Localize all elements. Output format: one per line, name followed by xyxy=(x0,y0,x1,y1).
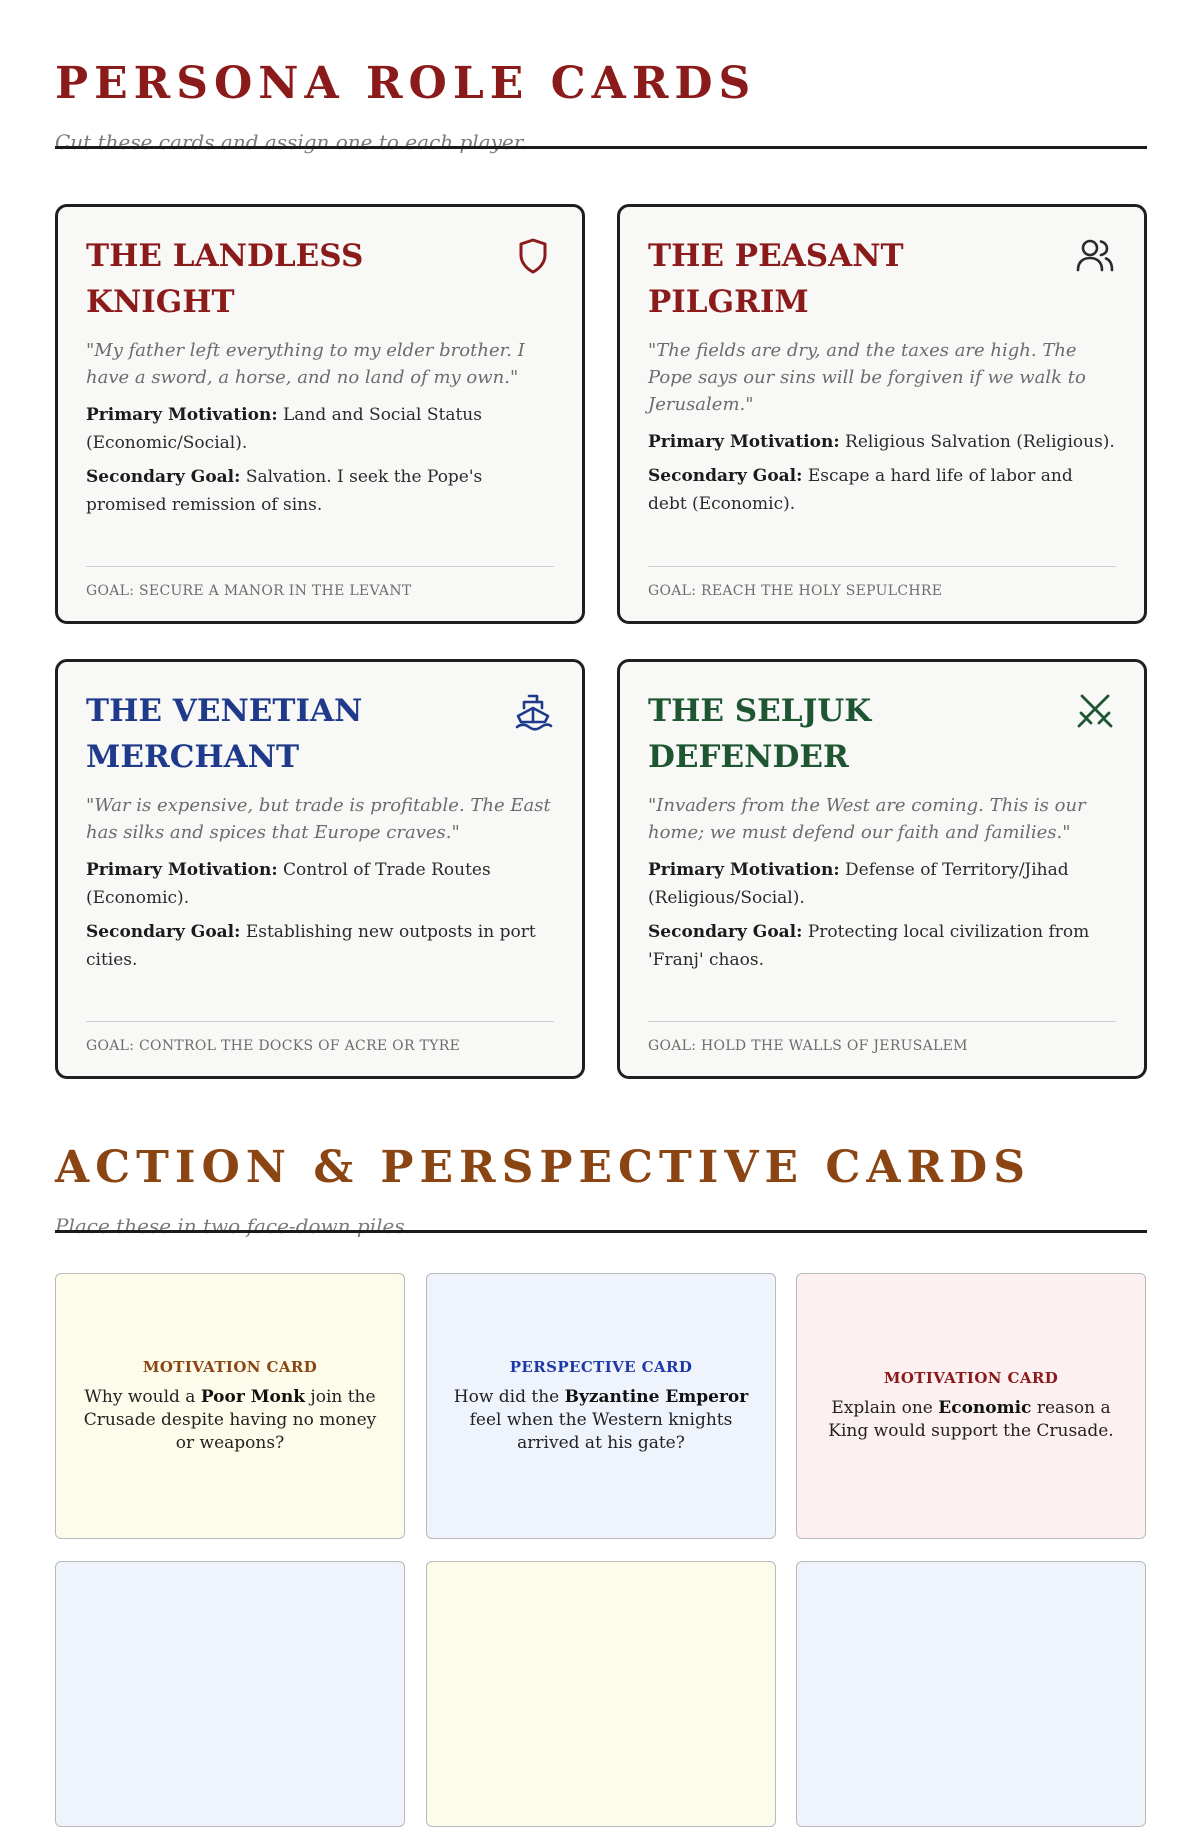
role-quote: "War is expensive, but trade is profitable. The East has silks and spices that Europe craves." xyxy=(86,795,551,843)
role-card-landless-knight[interactable] xyxy=(55,204,585,624)
role-title: THE VENETIAN MERCHANT xyxy=(86,693,363,775)
secondary-goal-text: Escape a hard life of labor and debt (Economic). xyxy=(648,466,1073,514)
shield-icon xyxy=(512,235,554,277)
secondary-goal-label: Secondary Goal: xyxy=(648,922,803,942)
secondary-goal-label: Secondary Goal: xyxy=(86,467,241,487)
primary-motivation-label: Primary Motivation: xyxy=(648,432,840,452)
primary-motivation-text: Control of Trade Routes (Economic). xyxy=(86,860,491,908)
primary-motivation-label: Primary Motivation: xyxy=(86,860,278,880)
role-title: THE SELJUK DEFENDER xyxy=(648,693,872,775)
card-type-label: MOTIVATION CARD xyxy=(142,1357,318,1376)
primary-motivation xyxy=(648,428,1116,456)
secondary-goal xyxy=(648,918,1116,974)
role-quote: "My father left everything to my elder brother. I have a sword, a horse, and no land of my own." xyxy=(86,340,525,388)
primary-motivation-text: Defense of Territory/Jihad (Religious/Social). xyxy=(648,860,1069,908)
divider xyxy=(55,1230,1147,1233)
secondary-goal xyxy=(86,463,554,519)
role-goal: GOAL: SECURE A MANOR IN THE LEVANT xyxy=(86,566,554,599)
card-type-label: MOTIVATION CARD xyxy=(883,1369,1059,1387)
action-card[interactable] xyxy=(55,1561,405,1827)
action-card[interactable] xyxy=(55,1273,405,1539)
crossed-swords-icon xyxy=(1074,690,1116,732)
primary-motivation xyxy=(86,401,554,457)
role-goal: GOAL: REACH THE HOLY SEPULCHRE xyxy=(648,566,1116,599)
secondary-goal xyxy=(648,462,1116,518)
action-card[interactable] xyxy=(796,1273,1146,1539)
role-card-peasant-pilgrim[interactable] xyxy=(617,204,1147,624)
secondary-goal-label: Secondary Goal: xyxy=(648,466,803,486)
ship-icon xyxy=(512,690,554,732)
action-card[interactable] xyxy=(426,1561,776,1827)
card-prompt: How did the Byzantine Emperor feel when the Western knights arrived at his gate? xyxy=(453,1386,749,1453)
primary-motivation-label: Primary Motivation: xyxy=(86,405,278,425)
primary-motivation-text: Religious Salvation (Religious). xyxy=(845,432,1115,452)
section-subtitle: Place these in two face-down piles. xyxy=(55,1214,411,1238)
role-title: THE LANDLESS KNIGHT xyxy=(86,238,364,320)
role-quote: "Invaders from the West are coming. This is our home; we must defend our faith and families." xyxy=(648,795,1086,843)
page-title: PERSONA ROLE CARDS xyxy=(55,58,757,109)
action-card[interactable] xyxy=(796,1561,1146,1827)
card-type-label: PERSPECTIVE CARD xyxy=(509,1357,693,1376)
card-prompt: Why would a Poor Monk join the Crusade despite having no money or weapons? xyxy=(83,1386,377,1453)
users-icon xyxy=(1074,235,1116,277)
role-quote: "The fields are dry, and the taxes are high. The Pope says our sins will be forgiven if we walk to Jerusalem." xyxy=(648,340,1086,415)
primary-motivation xyxy=(86,856,554,912)
secondary-goal-text: Salvation. I seek the Pope's promised remission of sins. xyxy=(86,467,483,515)
role-goal: GOAL: HOLD THE WALLS OF JERUSALEM xyxy=(648,1021,1116,1054)
secondary-goal-text: Protecting local civilization from 'Franj' chaos. xyxy=(648,922,1090,970)
role-goal: GOAL: CONTROL THE DOCKS OF ACRE OR TYRE xyxy=(86,1021,554,1054)
secondary-goal-text: Establishing new outposts in port cities. xyxy=(86,922,536,970)
primary-motivation xyxy=(648,856,1116,912)
action-card[interactable] xyxy=(426,1273,776,1539)
divider xyxy=(55,146,1147,149)
role-card-seljuk-defender[interactable] xyxy=(617,659,1147,1079)
role-card-venetian-merchant[interactable] xyxy=(55,659,585,1079)
secondary-goal-label: Secondary Goal: xyxy=(86,922,241,942)
role-title: THE PEASANT PILGRIM xyxy=(648,238,904,320)
primary-motivation-label: Primary Motivation: xyxy=(648,860,840,880)
secondary-goal xyxy=(86,918,554,974)
primary-motivation-text: Land and Social Status (Economic/Social). xyxy=(86,405,482,453)
section-title: ACTION & PERSPECTIVE CARDS xyxy=(55,1142,1031,1193)
page-subtitle: Cut these cards and assign one to each player. xyxy=(55,130,528,154)
card-prompt: Explain one Economic reason a King would support the Crusade. xyxy=(828,1398,1114,1441)
